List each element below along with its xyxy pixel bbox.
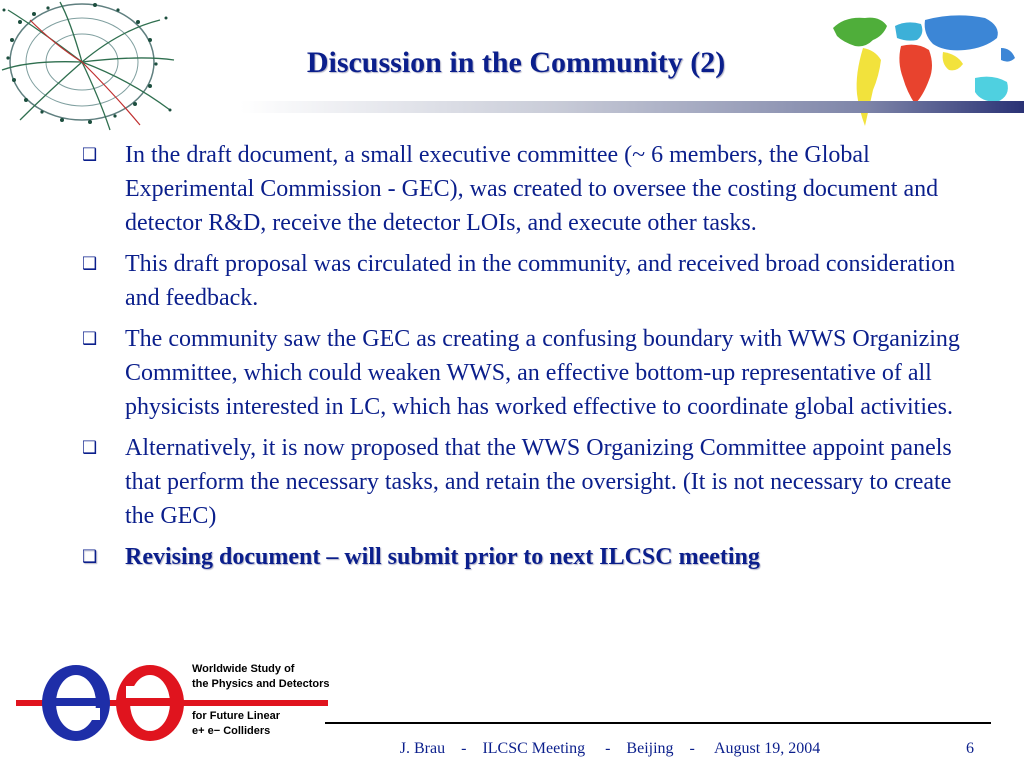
hollow-square-bullet-icon: ❑ [82, 254, 98, 274]
bullet-item [82, 247, 962, 315]
bullet-item [82, 322, 962, 424]
wws-line1: Worldwide Study of [192, 663, 295, 675]
bullet-text: This draft proposal was circulated in the community, and received broad consideration and feedback. [125, 251, 956, 311]
bullet-text: The community saw the GEC as creating a confusing boundary with WWS Organizing Committee, which could weaken WWS, an effective bottom-up representative of all physicists interested in LC, which has worked effective to coordinate global activities. [125, 326, 960, 420]
wws-line3: for Future Linear [192, 710, 281, 722]
slide-title: Discussion in the Community (2) [306, 46, 726, 79]
title-underline-bar [240, 101, 1024, 113]
bullet-text: Alternatively, it is now proposed that the WWS Organizing Committee appoint panels that perform the necessary tasks, and retain the oversight. (It is not necessary to create the GEC) [125, 435, 952, 529]
footer-divider [325, 722, 991, 724]
wws-logo-caption-bottom [192, 709, 280, 739]
hollow-square-bullet-icon: ❑ [82, 329, 98, 349]
footer-text: J. Brau - ILCSC Meeting - Beijing - August 19, 2004 [399, 740, 821, 757]
logo-plus-sign: + [143, 726, 157, 743]
bullet-item-highlight [82, 540, 962, 574]
bullet-item [82, 431, 962, 533]
wws-line4: e+ e− Colliders [192, 725, 271, 737]
bullet-text: In the draft document, a small executive committee (~ 6 members, the Global Experimental Commission - GEC), was created to oversee the costing document and detector R&D, receive the detector LOIs, and execute other tasks. [125, 142, 939, 236]
logo-minus-sign: − [68, 659, 82, 678]
wws-line2: the Physics and Detectors [192, 678, 330, 690]
hollow-square-bullet-icon: ❑ [82, 438, 98, 458]
hollow-square-bullet-icon: ❑ [82, 547, 98, 567]
hollow-square-bullet-icon: ❑ [82, 145, 98, 165]
bullet-text: Revising document – will submit prior to next ILCSC meeting [125, 544, 760, 570]
wws-logo-caption-top [192, 662, 330, 692]
bullet-list [82, 138, 962, 581]
bullet-item [82, 138, 962, 240]
page-number: 6 [966, 740, 974, 757]
